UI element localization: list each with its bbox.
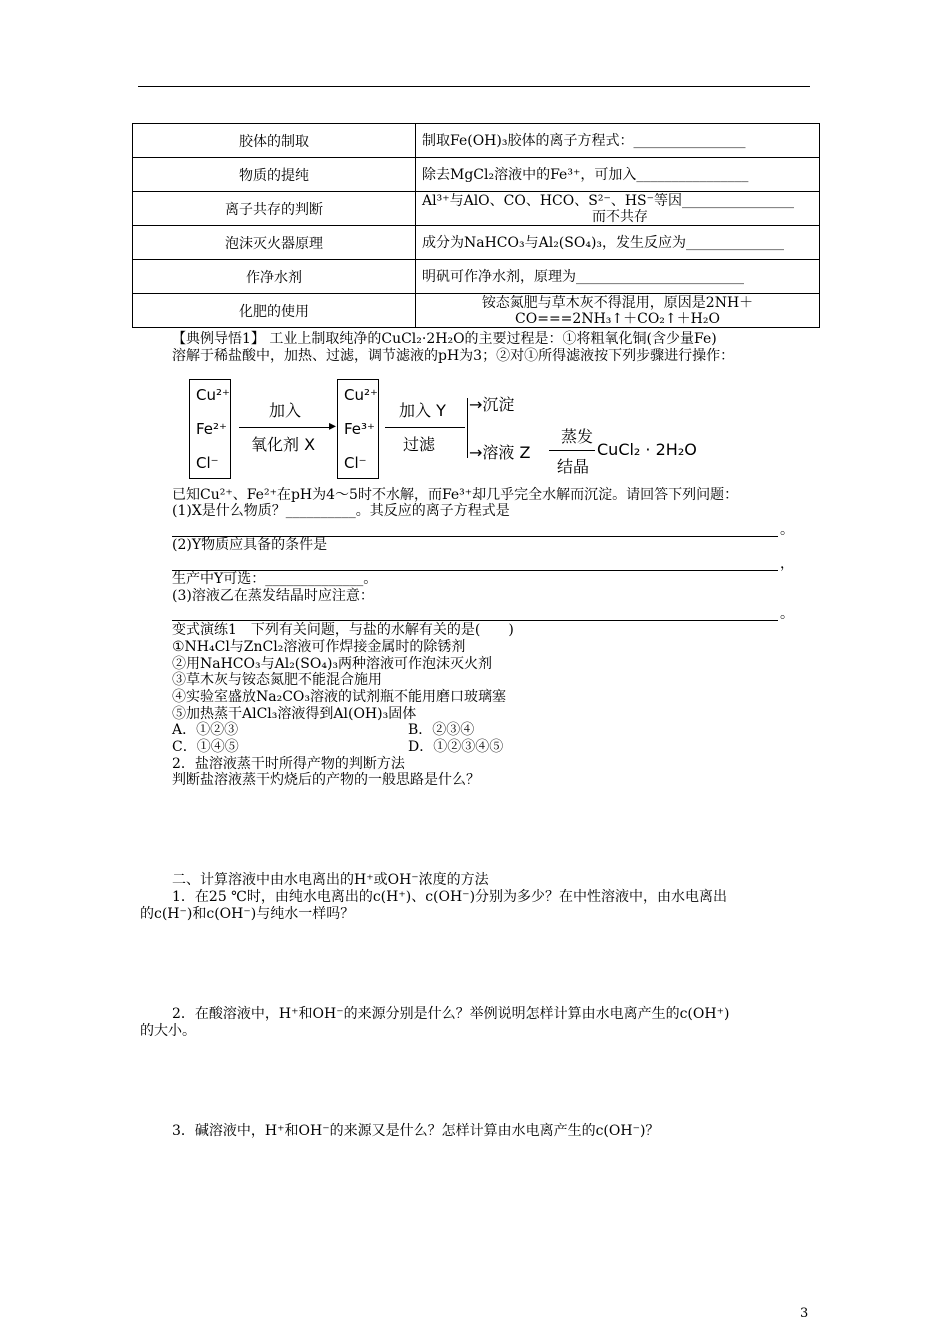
table-row xyxy=(133,158,820,192)
ion-label: Cu²⁺ xyxy=(196,386,230,404)
ion-label: Fe²⁺ xyxy=(196,420,227,438)
table-cell-name: 物质的提纯 xyxy=(133,158,416,192)
table-row xyxy=(133,226,820,260)
process-flowchart xyxy=(185,378,745,480)
table-row xyxy=(133,260,820,294)
arrow2-bottom-label: 过滤 xyxy=(403,435,436,454)
variant-item: ④实验室盛放Na₂CO₃溶液的试剂瓶不能用磨口玻璃塞 xyxy=(172,689,507,705)
branch-line xyxy=(467,398,468,458)
ion-box-initial xyxy=(189,379,231,479)
table-row xyxy=(133,294,820,328)
arrow-head-icon: ▸ xyxy=(329,418,337,434)
answer-line xyxy=(172,620,778,621)
arrow1-line xyxy=(239,427,331,428)
ion-box-oxidized xyxy=(337,379,379,479)
table-cell-name: 泡沫灭火器原理 xyxy=(133,226,416,260)
arrow2-line xyxy=(385,427,465,428)
question-2: (2)Y物质应具备的条件是 xyxy=(172,537,328,553)
variant-item: ②用NaHCO₃与Al₂(SO₄)₃两种溶液可作泡沫灭火剂 xyxy=(172,656,493,672)
header-rule xyxy=(138,86,810,87)
section-2-q2-line1: 2．在酸溶液中，H⁺和OH⁻的来源分别是什么？举例说明怎样计算由水电离产生的c(OH⁺) xyxy=(172,1006,730,1022)
table-cell-desc xyxy=(416,192,820,226)
variant-title: 变式演练1 下列有关问题，与盐的水解有关的是( ) xyxy=(172,622,514,638)
arrow3-line xyxy=(549,450,595,451)
table-cell-name: 离子共存的判断 xyxy=(133,192,416,226)
branch-precipitate: →沉淀 xyxy=(469,395,515,414)
ion-label: Fe³⁺ xyxy=(344,420,375,438)
table-cell-desc-line2: CO===2NH₃↑＋CO₂↑＋H₂O xyxy=(515,310,720,327)
table-cell-desc: 成分为NaHCO₃与Al₂(SO₄)₃，发生反应为______________ xyxy=(416,226,820,260)
section-2-q2-line2: 的大小。 xyxy=(140,1023,196,1039)
product-label: CuCl₂ · 2H₂O xyxy=(597,440,697,459)
question-2b: 生产中Y可选：______________。 xyxy=(172,571,378,587)
known-condition: 已知Cu²⁺、Fe²⁺在pH为4～5时不水解，而Fe³⁺却几乎完全水解而沉淀。请回答下列问题： xyxy=(172,487,739,503)
table-cell-desc xyxy=(416,294,820,328)
hydrolysis-application-table xyxy=(132,123,820,328)
example-intro-line2: 溶解于稀盐酸中，加热、过滤，调节滤液的pH为3；②对①所得滤液按下列步骤进行操作： xyxy=(172,348,735,364)
table-cell-name: 化肥的使用 xyxy=(133,294,416,328)
section-2-title: 二、计算溶液中由水电离出的H⁺或OH⁻浓度的方法 xyxy=(172,872,489,888)
ion-label: Cl⁻ xyxy=(196,454,219,472)
arrow3-top-label: 蒸发 xyxy=(561,427,594,446)
table-row xyxy=(133,124,820,158)
section-2-q1-line2: 的c(H⁻)和c(OH⁻)与纯水一样吗？ xyxy=(140,906,355,922)
variant-item: ③草木灰与铵态氮肥不能混合施用 xyxy=(172,672,382,688)
ion-label: Cu²⁺ xyxy=(344,386,378,404)
branch-solution: →溶液 Z xyxy=(469,443,531,462)
arrow3-bottom-label: 结晶 xyxy=(557,457,590,476)
example-intro-line1: 【典例导悟1】 工业上制取纯净的CuCl₂·2H₂O的主要过程是：①将粗氧化铜(含少量Fe) xyxy=(172,331,717,347)
question-1: (1)X是什么物质？__________。其反应的离子方程式是 xyxy=(172,503,510,519)
subsection-2-title: 2．盐溶液蒸干时所得产物的判断方法 xyxy=(172,756,405,772)
option-c: C．①④⑤ xyxy=(172,739,239,755)
subsection-2-question: 判断盐溶液蒸干灼烧后的产物的一般思路是什么？ xyxy=(172,772,480,788)
table-row xyxy=(133,192,820,226)
variant-item: ①NH₄Cl与ZnCl₂溶液可作焊接金属时的除锈剂 xyxy=(172,639,466,655)
question-1-end: 。 xyxy=(780,522,794,538)
table-cell-desc: 除去MgCl₂溶液中的Fe³⁺，可加入________________ xyxy=(416,158,820,192)
arrow1-bottom-label: 氧化剂 X xyxy=(251,435,316,454)
table-cell-desc-line1: Al³⁺与AlO、CO、HCO、S²⁻、HS⁻等因________________ xyxy=(422,192,795,209)
option-a: A．①②③ xyxy=(172,722,239,738)
table-cell-name: 胶体的制取 xyxy=(133,124,416,158)
variant-item: ⑤加热蒸干AlCl₃溶液得到Al(OH)₃固体 xyxy=(172,706,417,722)
ion-label: Cl⁻ xyxy=(344,454,367,472)
question-3-end: 。 xyxy=(780,606,794,622)
page-number: 3 xyxy=(800,1306,809,1321)
arrow1-top-label: 加入 xyxy=(269,401,302,420)
arrow2-top-label: 加入 Y xyxy=(399,401,446,420)
table-cell-name: 作净水剂 xyxy=(133,260,416,294)
option-b: B．②③④ xyxy=(408,722,475,738)
question-2-end: ， xyxy=(780,556,794,572)
question-3: (3)溶液乙在蒸发结晶时应注意： xyxy=(172,588,374,604)
table-cell-desc: 明矾可作净水剂，原理为________________________ xyxy=(416,260,820,294)
table-cell-desc-line2: 而不共存 xyxy=(592,208,648,225)
option-d: D．①②③④⑤ xyxy=(408,739,504,755)
table-cell-desc: 制取Fe(OH)₃胶体的离子方程式：________________ xyxy=(416,124,820,158)
section-2-q1-line1: 1．在25 ℃时，由纯水电离出的c(H⁺)、c(OH⁻)分别为多少？在中性溶液中，由水电离出 xyxy=(172,889,728,905)
section-2-q3: 3．碱溶液中，H⁺和OH⁻的来源又是什么？怎样计算由水电离产生的c(OH⁻)？ xyxy=(172,1123,660,1139)
table-cell-desc-line1: 铵态氮肥与草木灰不得混用，原因是2NH＋ xyxy=(481,294,754,311)
